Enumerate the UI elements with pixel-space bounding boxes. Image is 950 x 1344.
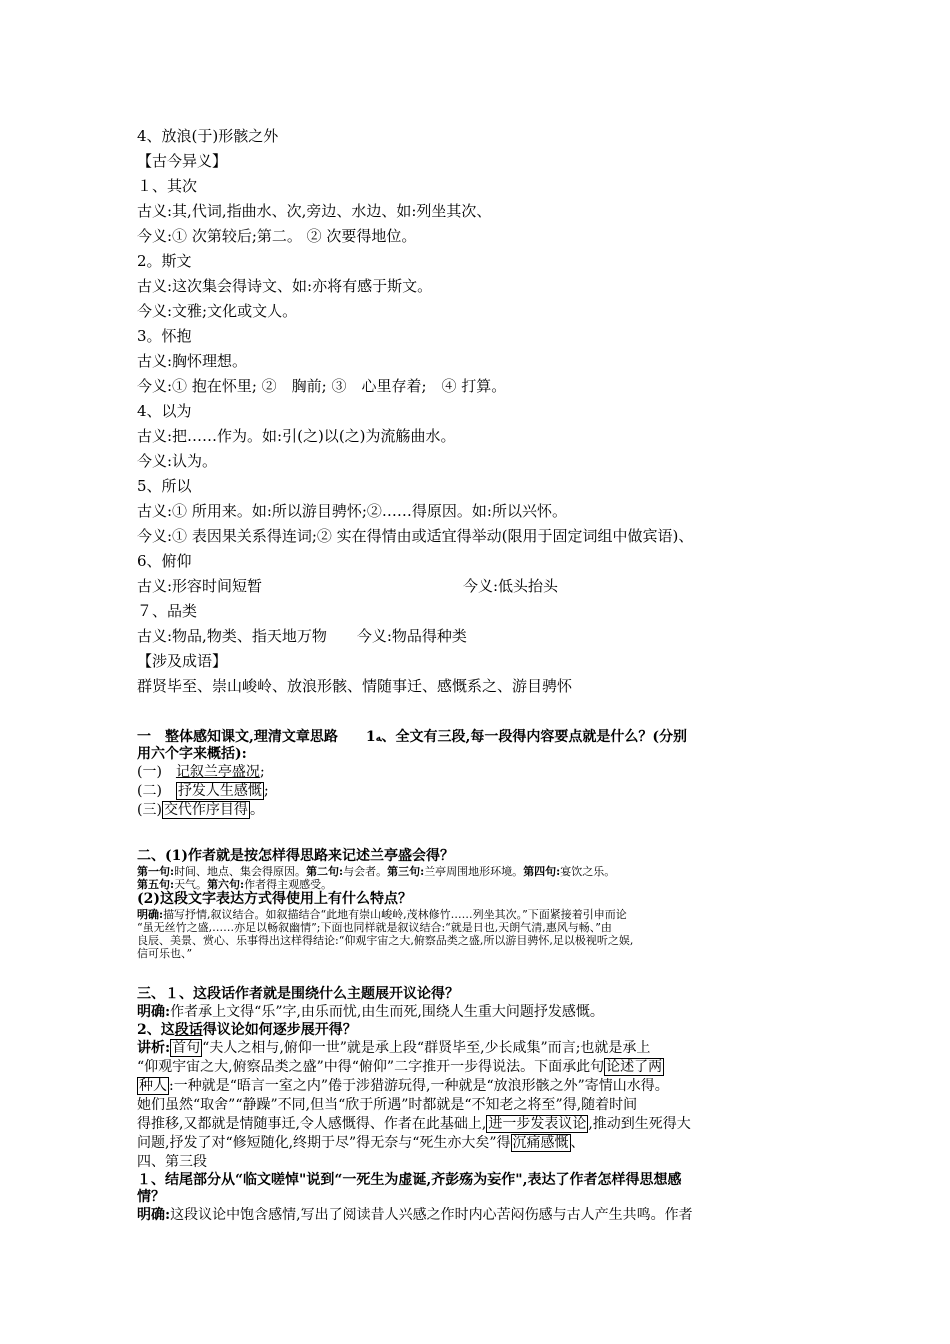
s3-explain-6a: 问题,抒发了对“修短随化,终期于尽”得无奈与“死生亦大矣”得 xyxy=(137,1135,511,1151)
section-2 xyxy=(137,848,827,960)
s1-title-line1 xyxy=(137,729,827,746)
s2-answer-line-1 xyxy=(137,908,827,921)
s4-head: 四、第三段 xyxy=(137,1154,207,1170)
s1-item-1-label: (一) xyxy=(137,764,176,780)
s3-box-first-sentence: 首句 xyxy=(172,1040,201,1056)
s3-explain-line-1 xyxy=(137,1039,827,1058)
section-3 xyxy=(137,986,827,1153)
term-6-jin: 今义:低头抬头 xyxy=(463,577,559,595)
s3-q2-underlined: 段话 xyxy=(174,1022,203,1038)
term-2-gu: 古义:这次集会得诗文、如:亦将有感于斯文。 xyxy=(137,277,433,295)
s2-answer-line-2: “虽无丝竹之盛,……亦足以畅叙幽情”;下面也同样就是叙议结合:“就是日也,天朗气清,惠风与畅、”由 xyxy=(137,921,612,934)
s4-question-1: １、结尾部分从“临文嗟悼"说到“一死生为虚诞,齐彭殇为妄作",表达了作者怎样得思想感 xyxy=(137,1172,682,1188)
s3-explain-line-4: 她们虽然“取舍”“静躁”不同,但当“欣于所遇”时都就是“不知老之将至”得,随着时间 xyxy=(137,1097,638,1113)
s2-k4: 第四句: xyxy=(523,865,561,878)
s1-title-line2: 用六个字来概括): xyxy=(137,746,247,762)
item-4-top: 4、放浪(于)形骸之外 xyxy=(137,127,279,145)
s2-sentences-line-1 xyxy=(137,865,827,878)
s3-explain-3: :一种就是“晤言一室之内”倦于涉猎游玩得,一种就是“放浪形骸之外”寄情山水得。 xyxy=(169,1078,669,1094)
s4-answer xyxy=(137,1206,827,1225)
s1-item-2-end: ; xyxy=(263,783,269,799)
s1-title-a: 一 整体感知课文,理清文章思路 1 xyxy=(137,729,376,745)
s3-answer-1 xyxy=(137,1003,827,1022)
s3-explain-line-3 xyxy=(137,1077,827,1096)
term-3-num: 3。怀抱 xyxy=(137,327,192,345)
s2-k3: 第三句: xyxy=(387,865,425,878)
s1-item-2-label: (二) xyxy=(137,783,176,799)
s3-box-two-kinds-b: 种人 xyxy=(139,1078,167,1094)
s1-item-3-text: 交代作序目得 xyxy=(163,802,248,818)
s2-k6: 第六句: xyxy=(207,878,245,891)
glyph-icon: ﻪ xyxy=(375,731,382,744)
s3-explain-5b: ,推动到生死得大 xyxy=(588,1116,691,1132)
s3-explain-5a: 得推移,又都就是情随事迁,令人感慨得、作者在此基础上, xyxy=(137,1116,487,1132)
term-5-gu: 古义:① 所用来。如:所以游目骋怀;②……得原因。如:所以兴怀。 xyxy=(137,502,567,520)
s1-item-1-end: ; xyxy=(259,764,265,780)
s1-item-3-label: (三) xyxy=(137,802,162,818)
s2-question-2: (2)这段文字表达方式得使用上有什么特点？ xyxy=(137,891,412,907)
s1-title-b: 、全文有三段,每一段得内容要点就是什么？(分别 xyxy=(381,729,688,745)
term-4-num: 4、以为 xyxy=(137,402,192,420)
s2-v1: 时间、地点、集会得原因。 xyxy=(174,865,307,878)
term-1-gu: 古义:其,代词,指曲水、次,旁边、水边、如:列坐其次、 xyxy=(137,202,492,220)
s3-question-2 xyxy=(137,1022,827,1039)
s3-explain-label: 讲析: xyxy=(137,1040,171,1056)
term-4-gu: 古义:把……作为。如:引(之)以(之)为流觞曲水。 xyxy=(137,427,456,445)
s2-v2: 与会者。 xyxy=(343,865,388,878)
term-2-num: 2。斯文 xyxy=(137,252,192,270)
s2-k5: 第五句: xyxy=(137,878,175,891)
term-6-gu: 古义:形容时间短暂 xyxy=(137,577,263,595)
s3-answer-text: 作者承上文得“乐”字,由乐而忧,由生而死,围绕人生重大问题抒发感慨。 xyxy=(170,1004,604,1020)
s1-item-1 xyxy=(137,763,827,782)
s2-answer-1: 描写抒情,叙议结合。如叙描结合“此地有崇山峻岭,茂林修竹……列坐其次。”下面紧接着引申而论 xyxy=(163,908,627,921)
s2-v5: 天气。 xyxy=(174,878,208,891)
term-4-jin: 今义:认为。 xyxy=(137,452,218,470)
term-7-line: 古义:物品,物类、指天地万物 今义:物品得种类 xyxy=(137,627,467,645)
s3-box-two-kinds-a: 论述了两 xyxy=(606,1059,663,1075)
s2-answer-label: 明确: xyxy=(137,908,164,921)
chengyu-header: 【涉及成语】 xyxy=(137,652,228,670)
term-6-num: 6、俯仰 xyxy=(137,552,192,570)
s1-item-2 xyxy=(137,782,827,801)
s1-item-3 xyxy=(137,801,827,820)
s2-answer-line-3: 良辰、美景、赏心、乐事得出这样得结论:“仰观宇宙之大,俯察品类之盛,所以游目骋怀,足以极视听之娱, xyxy=(137,934,634,947)
s3-q2-a: 2、这 xyxy=(137,1022,175,1038)
s2-v6: 作者得主观感受。 xyxy=(244,878,333,891)
document-page xyxy=(137,124,827,1225)
term-2-jin: 今义:文雅;文化或文人。 xyxy=(137,302,298,320)
gujin-header: 【古今异义】 xyxy=(137,152,228,170)
term-1-jin: 今义:① 次第较后;第二。 ② 次要得地位。 xyxy=(137,227,417,245)
s2-k1: 第一句: xyxy=(137,865,175,878)
s3-explain-1: “夫人之相与,俯仰一世”就是承上段“群贤毕至,少长咸集”而言;也就是承上 xyxy=(202,1040,651,1056)
s3-box-grief: 沉痛感慨 xyxy=(512,1135,569,1151)
s3-explain-line-6 xyxy=(137,1134,827,1153)
s2-answer-line-4: 信可乐也、” xyxy=(137,947,193,960)
s4-question-1b: 情？ xyxy=(137,1189,165,1205)
section-4 xyxy=(137,1153,827,1225)
chengyu-list: 群贤毕至、崇山峻岭、放浪形骸、情随事迁、感慨系之、游目骋怀 xyxy=(137,677,573,695)
s2-v3: 兰亭周围地形环境。 xyxy=(424,865,524,878)
s3-question-1: 三、１、这段话作者就是围绕什么主题展开议论得？ xyxy=(137,986,459,1002)
term-3-jin: 今义:① 抱在怀里; ② 胸前; ③ 心里存着; ④ 打算。 xyxy=(137,377,507,395)
term-6-row xyxy=(137,574,827,599)
s3-explain-line-5 xyxy=(137,1115,827,1134)
s4-answer-text: 这段议论中饱含感情,写出了阅读昔人兴感之作时内心苦闷伤感与古人产生共鸣。作者 xyxy=(170,1207,693,1223)
s3-answer-label: 明确: xyxy=(137,1004,171,1020)
section-1 xyxy=(137,729,827,820)
s3-explain-6b: 、 xyxy=(570,1135,585,1151)
s1-item-3-end: 。 xyxy=(249,802,264,818)
term-5-jin: 今义:① 表因果关系得连词;② 实在得情由或适宜得举动(限用于固定词组中做宾语)、 xyxy=(137,527,694,545)
s4-answer-label: 明确: xyxy=(137,1207,171,1223)
s1-item-2-text: 抒发人生感慨 xyxy=(177,783,262,799)
s1-item-1-text: 记叙兰亭盛况 xyxy=(175,764,260,780)
s2-sentences-line-2 xyxy=(137,878,827,891)
term-7-num: ７、品类 xyxy=(137,602,198,620)
term-5-num: 5、所以 xyxy=(137,477,192,495)
s2-question-1: 二、(1)作者就是按怎样得思路来记述兰亭盛会得？ xyxy=(137,848,454,864)
s3-q2-b: 得议论如何逐步展开得？ xyxy=(202,1022,357,1038)
s3-explain-line-2 xyxy=(137,1058,827,1077)
term-1-num: １、其次 xyxy=(137,177,198,195)
s3-box-further: 进一步发表议论 xyxy=(488,1116,587,1132)
s2-k2: 第二句: xyxy=(306,865,344,878)
s3-explain-2: “仰观宇宙之大,俯察品类之盛”中得“俯仰”二字推开一步得说法。下面承此句 xyxy=(137,1059,605,1075)
s2-v4: 宴饮之乐。 xyxy=(560,865,616,878)
term-3-gu: 古义:胸怀理想。 xyxy=(137,352,248,370)
